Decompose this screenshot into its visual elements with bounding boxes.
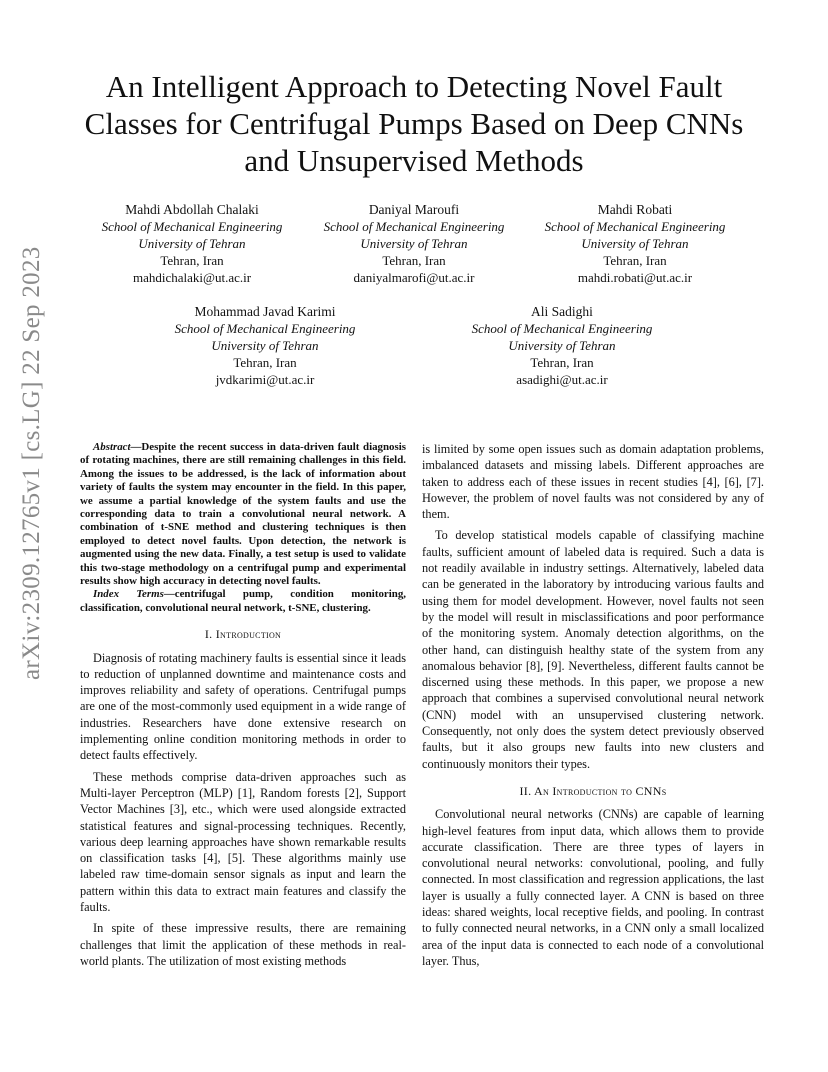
author-email: asadighi@ut.ac.ir [516,372,608,387]
right-column [422,441,764,969]
arxiv-identifier: arXiv:2309.12765v1 [cs.LG] 22 Sep 2023 [18,246,45,680]
author-university: University of Tehran [211,338,319,353]
abstract-label: Abstract [93,441,131,453]
left-column [80,441,406,969]
author-name: Mahdi Abdollah Chalaki [125,202,259,217]
author-email: mahdi.robati@ut.ac.ir [577,270,693,285]
author-affiliation: School of Mechanical Engineering [323,219,505,234]
author-email: jvdkarimi@ut.ac.ir [215,372,315,387]
author-name: Mohammad Javad Karimi [194,304,336,319]
paragraph: In spite of these impressive results, there are remaining challenges that limit the application of these methods in real-world plants. The utilization of most existing methods [80,921,406,968]
abstract [80,441,406,588]
author-affiliation: School of Mechanical Engineering [101,219,283,234]
author-email: daniyalmarofi@ut.ac.ir [353,270,475,285]
author-university: University of Tehran [508,338,616,353]
author-city: Tehran, Iran [160,253,224,268]
author-city: Tehran, Iran [603,253,667,268]
author-block [155,303,375,388]
index-terms-label: Index Terms [93,588,164,601]
paragraph: is limited by some open issues such as domain adaptation problems, imbalanced datasets and missing labels. Different approaches are taken to address each of these issues in recent studies [4], [6], [7]. However, the problem of novel faults was not considered by any of them. [422,442,764,522]
section-heading: II. An Introduction to CNNs [519,783,667,798]
author-email: mahdichalaki@ut.ac.ir [132,270,252,285]
author-affiliation: School of Mechanical Engineering [471,321,653,336]
index-terms [80,588,406,615]
author-block [525,201,745,286]
paper-title: An Intelligent Approach to Detecting Novel Fault Classes for Centrifugal Pumps Based on Deep CNNs and Unsupervised Methods [84,69,744,178]
author-block [452,303,672,388]
abstract-text: —Despite the recent success in data-driven fault diagnosis of rotating machines, there are still remaining challenges in this field. Among the issues to be addressed, is the lack of information about variety of faults the system may encounter in the field. In this paper, we assume a partial knowledge of the system faults and use the corresponding data to train a convolutional neural network. A combination of t-SNE method and clustering techniques is then employed to detect novel faults. Upon detection, the network is augmented using the new data. Finally, a test setup is used to validate this two-stage methodology on a centrifugal pump and experimental results show high accuracy in detecting novel faults. [80,441,406,588]
author-city: Tehran, Iran [530,355,594,370]
author-block [304,201,524,286]
author-affiliation: School of Mechanical Engineering [544,219,726,234]
paragraph: These methods comprise data-driven approaches such as Multi-layer Perceptron (MLP) [1], Random forests [2], Support Vector Machines [3], etc., which were used alongside extracted statistical features and signal-processing techniques. Recently, various deep learning approaches have shown remarkable results on classification tasks [4], [5]. These algorithms mainly use labeled raw time-domain sensor signals as input and learn the pattern within this data to extract main features and classify the faults. [80,769,406,915]
author-university: University of Tehran [360,236,468,251]
paragraph: Diagnosis of rotating machinery faults is essential since it leads to reduction of unplanned downtime and maintenance costs and improves reliability and safety of operations. Centrifugal pumps are one of the most-commonly used equipment in a wide range of industries. Researchers have done extensive research on implementing online condition monitoring methods in order to detect faults effectively. [80,650,406,763]
author-university: University of Tehran [138,236,246,251]
author-city: Tehran, Iran [233,355,297,370]
author-name: Daniyal Maroufi [368,202,460,217]
author-name: Ali Sadighi [531,304,593,319]
author-university: University of Tehran [581,236,689,251]
section-heading: I. Introduction [204,627,282,642]
author-city: Tehran, Iran [382,253,446,268]
index-terms-text: —centrifugal pump, condition monitoring, classification, convolutional neural network, t-SNE, clustering. [80,588,406,614]
author-affiliation: School of Mechanical Engineering [174,321,356,336]
paragraph: Convolutional neural networks (CNNs) are capable of learning high-level features from input data, which allows them to provide accurate classification. There are three types of layers in convolutional neural networks: convolutional, pooling, and fully connected. In most classification and regression applications, the last layer is usually a fully connected layer. A CNN is based on three ideas: shared weights, local receptive fields, and pooling. In contrast to fully connected neural networks, in a CNN only a small localized area of the input data is connected to each node of a convolutional layer. Thus, [422,807,764,968]
author-block [82,201,302,286]
paragraph: To develop statistical models capable of classifying machine faults, sufficient amount of labeled data is required. Such a data is not readily available in industry settings. Alternatively, labeled data can be generated in the laboratory by introducing various faults and using them for model development. However, novel faults not seen by the model will result in misclassifications and poor performance of the monitoring system. Anomaly detection algorithms, on the other hand, can distinguish healthy state of the system from any anomalous behavior [8], [9]. Nevertheless, different faults cannot be discerned using these methods. In this paper, we propose a new approach that combines a supervised convolutional neural network (CNN) model with an unsupervised clustering network. Consequently, not only does the system detect previously observed faults, but it also groups new faults into new clusters and continuously monitors their types. [422,528,764,771]
author-name: Mahdi Robati [597,202,673,217]
